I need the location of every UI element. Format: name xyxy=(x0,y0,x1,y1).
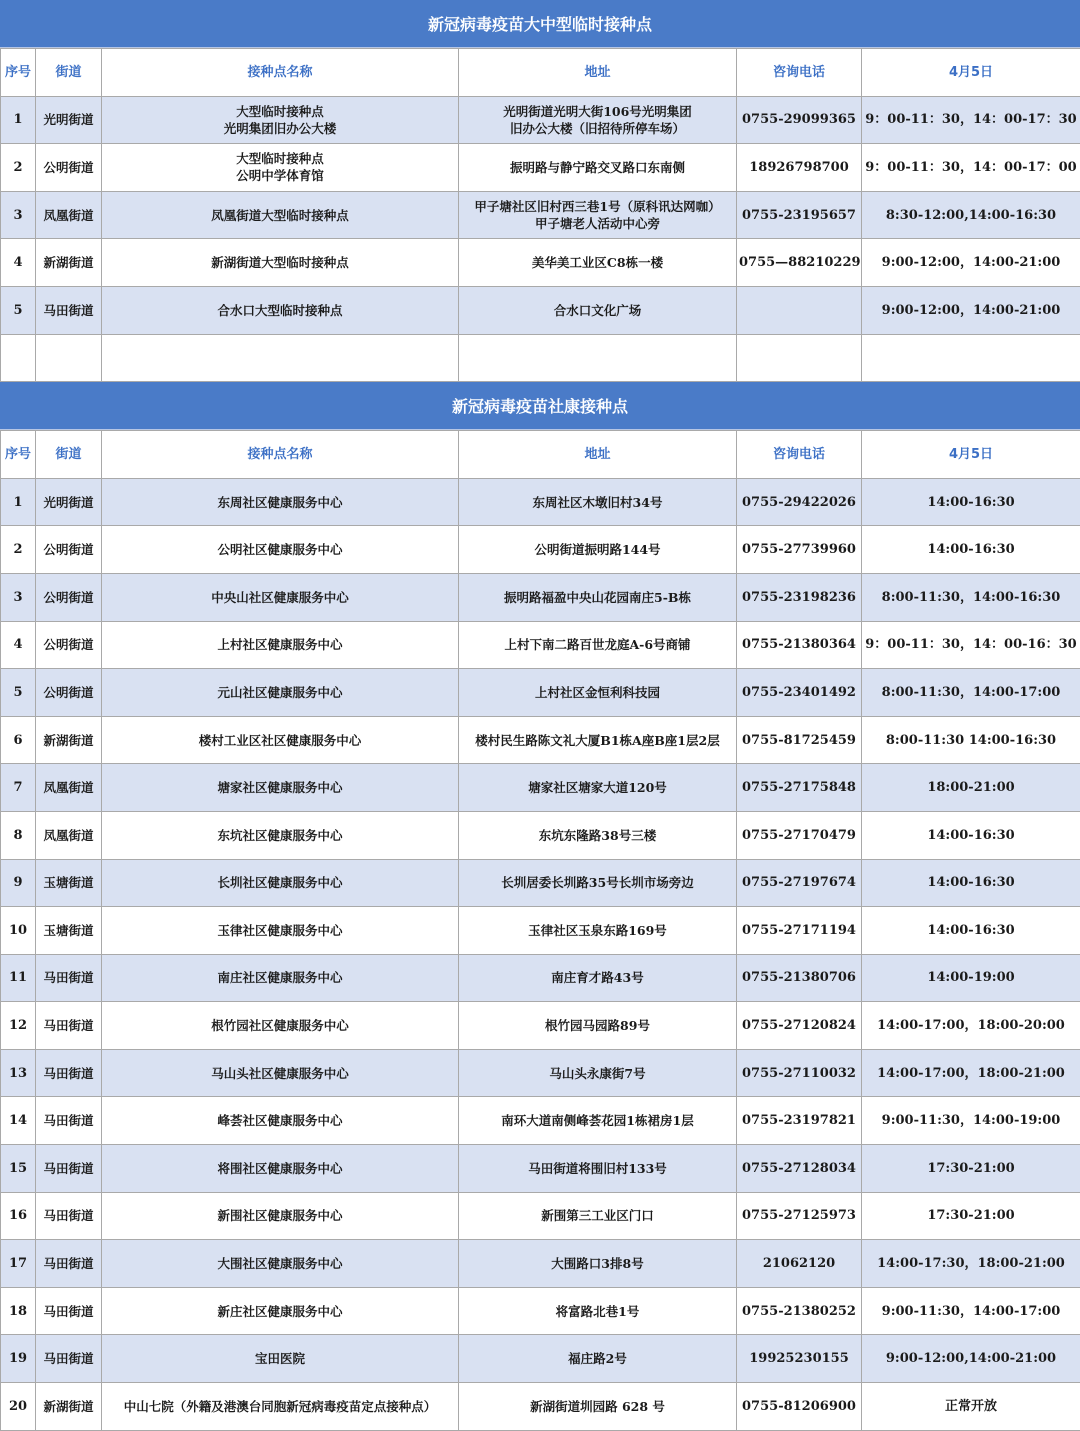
cell-hours: 9：00-11：30，14：00-17：30 xyxy=(862,96,1080,144)
cell-line: 凤凰街道大型临时接种点 xyxy=(104,207,456,224)
cell-no: 2 xyxy=(1,144,36,192)
cell-phone: 0755-29099365 xyxy=(737,96,862,144)
cell-phone: 0755-27120824 xyxy=(737,1002,862,1050)
cell-line: 大型临时接种点 xyxy=(104,103,456,120)
cell-address xyxy=(459,1335,737,1383)
cell-no: 18 xyxy=(1,1287,36,1335)
cell-hours: 9：00-11：30，14：00-16：30 xyxy=(862,621,1080,669)
cell-line: 新湖街道圳园路 628 号 xyxy=(461,1398,734,1415)
cell-phone: 0755-27170479 xyxy=(737,811,862,859)
cell-line: 峰荟社区健康服务中心 xyxy=(104,1112,456,1129)
table-row xyxy=(1,144,1080,192)
cell-line: 东坑东隆路38号三楼 xyxy=(461,827,734,844)
table-row xyxy=(1,239,1080,287)
cell-phone: 0755-27125973 xyxy=(737,1192,862,1240)
cell-line: 马山头永康街7号 xyxy=(461,1065,734,1082)
empty-cell xyxy=(862,334,1080,382)
cell-hours: 14:00-19:00 xyxy=(862,954,1080,1002)
cell-site-name xyxy=(102,1383,459,1431)
cell-phone xyxy=(737,286,862,334)
cell-hours: 14:00-16:30 xyxy=(862,907,1080,955)
cell-hours: 8:00-11:30，14:00-16:30 xyxy=(862,573,1080,621)
cell-address xyxy=(459,526,737,574)
cell-line: 根竹园社区健康服务中心 xyxy=(104,1017,456,1034)
cell-site-name xyxy=(102,478,459,526)
cell-street: 马田街道 xyxy=(36,1192,102,1240)
cell-hours: 17:30-21:00 xyxy=(862,1192,1080,1240)
cell-street: 公明街道 xyxy=(36,144,102,192)
cell-no: 6 xyxy=(1,716,36,764)
cell-line: 旧办公大楼（旧招待所停车场） xyxy=(461,120,734,137)
cell-no: 10 xyxy=(1,907,36,955)
cell-street: 公明街道 xyxy=(36,573,102,621)
cell-phone: 0755-81725459 xyxy=(737,716,862,764)
cell-street: 凤凰街道 xyxy=(36,191,102,239)
cell-line: 玉律社区健康服务中心 xyxy=(104,922,456,939)
cell-hours: 14:00-17:30，18:00-21:00 xyxy=(862,1240,1080,1288)
cell-hours: 14:00-17:00，18:00-20:00 xyxy=(862,1002,1080,1050)
table-row xyxy=(1,811,1080,859)
table-row xyxy=(1,1383,1080,1431)
cell-phone: 0755-21380706 xyxy=(737,954,862,1002)
cell-line: 东周社区木墩旧村34号 xyxy=(461,494,734,511)
cell-address xyxy=(459,573,737,621)
cell-line: 根竹园马园路89号 xyxy=(461,1017,734,1034)
cell-street: 新湖街道 xyxy=(36,1383,102,1431)
cell-site-name xyxy=(102,859,459,907)
cell-phone: 0755-23198236 xyxy=(737,573,862,621)
empty-row xyxy=(1,334,1080,382)
cell-phone: 0755-27171194 xyxy=(737,907,862,955)
cell-phone: 0755-27197674 xyxy=(737,859,862,907)
cell-no: 19 xyxy=(1,1335,36,1383)
cell-hours: 14:00-16:30 xyxy=(862,478,1080,526)
cell-street: 马田街道 xyxy=(36,1240,102,1288)
cell-street: 光明街道 xyxy=(36,96,102,144)
cell-address xyxy=(459,621,737,669)
table-row xyxy=(1,859,1080,907)
cell-hours: 正常开放 xyxy=(862,1383,1080,1431)
cell-line: 公明街道振明路144号 xyxy=(461,541,734,558)
table-row xyxy=(1,1192,1080,1240)
header-no: 序号 xyxy=(1,49,36,97)
cell-address xyxy=(459,669,737,717)
header-street: 街道 xyxy=(36,431,102,479)
cell-line: 将围社区健康服务中心 xyxy=(104,1160,456,1177)
cell-address xyxy=(459,1097,737,1145)
cell-address xyxy=(459,811,737,859)
cell-hours: 9:00-12:00，14:00-21:00 xyxy=(862,286,1080,334)
cell-phone: 0755-23197821 xyxy=(737,1097,862,1145)
cell-line: 新围第三工业区门口 xyxy=(461,1207,734,1224)
cell-site-name xyxy=(102,907,459,955)
cell-line: 福庄路2号 xyxy=(461,1350,734,1367)
cell-phone: 0755-81206900 xyxy=(737,1383,862,1431)
cell-line: 马山头社区健康服务中心 xyxy=(104,1065,456,1082)
cell-phone: 0755-27110032 xyxy=(737,1049,862,1097)
cell-site-name xyxy=(102,1240,459,1288)
cell-site-name xyxy=(102,239,459,287)
cell-line: 振明路与静宁路交叉路口东南侧 xyxy=(461,159,734,176)
cell-line: 光明街道光明大街106号光明集团 xyxy=(461,103,734,120)
cell-street: 玉塘街道 xyxy=(36,859,102,907)
cell-no: 4 xyxy=(1,621,36,669)
cell-no: 14 xyxy=(1,1097,36,1145)
table-row xyxy=(1,286,1080,334)
cell-site-name xyxy=(102,286,459,334)
cell-no: 4 xyxy=(1,239,36,287)
cell-street: 马田街道 xyxy=(36,1049,102,1097)
table-row xyxy=(1,954,1080,1002)
cell-line: 楼村民生路陈文礼大厦B1栋A座B座1层2层 xyxy=(461,732,734,749)
community-sites-body xyxy=(1,478,1080,1430)
cell-no: 11 xyxy=(1,954,36,1002)
cell-line: 新庄社区健康服务中心 xyxy=(104,1303,456,1320)
cell-no: 5 xyxy=(1,286,36,334)
cell-hours: 14:00-16:30 xyxy=(862,811,1080,859)
cell-line: 中央山社区健康服务中心 xyxy=(104,589,456,606)
cell-hours: 8:00-11:30 14:00-16:30 xyxy=(862,716,1080,764)
cell-site-name xyxy=(102,716,459,764)
table-row xyxy=(1,621,1080,669)
cell-line: 南环大道南侧峰荟花园1栋裙房1层 xyxy=(461,1112,734,1129)
cell-address xyxy=(459,1287,737,1335)
cell-address xyxy=(459,96,737,144)
cell-address xyxy=(459,286,737,334)
cell-no: 17 xyxy=(1,1240,36,1288)
cell-address xyxy=(459,716,737,764)
cell-phone: 0755—88210229 xyxy=(737,239,862,287)
cell-phone: 18926798700 xyxy=(737,144,862,192)
cell-hours: 9:00-11:30，14:00-17:00 xyxy=(862,1287,1080,1335)
cell-line: 东坑社区健康服务中心 xyxy=(104,827,456,844)
cell-address xyxy=(459,239,737,287)
cell-phone: 0755-27128034 xyxy=(737,1145,862,1193)
cell-address xyxy=(459,1240,737,1288)
cell-street: 玉塘街道 xyxy=(36,907,102,955)
cell-phone: 21062120 xyxy=(737,1240,862,1288)
cell-phone: 19925230155 xyxy=(737,1335,862,1383)
header-street: 街道 xyxy=(36,49,102,97)
cell-address xyxy=(459,859,737,907)
table-row xyxy=(1,526,1080,574)
table-row xyxy=(1,716,1080,764)
cell-hours: 8:00-11:30，14:00-17:00 xyxy=(862,669,1080,717)
header-phone: 咨询电话 xyxy=(737,49,862,97)
cell-line: 甲子塘老人活动中心旁 xyxy=(461,215,734,232)
cell-address xyxy=(459,1145,737,1193)
table-row xyxy=(1,764,1080,812)
cell-address xyxy=(459,191,737,239)
cell-line: 南庄育才路43号 xyxy=(461,969,734,986)
table-row xyxy=(1,573,1080,621)
cell-no: 20 xyxy=(1,1383,36,1431)
cell-line: 楼村工业区社区健康服务中心 xyxy=(104,732,456,749)
header-no: 序号 xyxy=(1,431,36,479)
cell-site-name xyxy=(102,954,459,1002)
cell-hours: 14:00-16:30 xyxy=(862,859,1080,907)
cell-site-name xyxy=(102,573,459,621)
cell-address xyxy=(459,907,737,955)
cell-address xyxy=(459,1049,737,1097)
cell-street: 新湖街道 xyxy=(36,716,102,764)
cell-hours: 18:00-21:00 xyxy=(862,764,1080,812)
cell-phone: 0755-21380364 xyxy=(737,621,862,669)
cell-site-name xyxy=(102,669,459,717)
cell-line: 公明社区健康服务中心 xyxy=(104,541,456,558)
cell-site-name xyxy=(102,1002,459,1050)
cell-address xyxy=(459,1383,737,1431)
cell-phone: 0755-27175848 xyxy=(737,764,862,812)
table-header-row xyxy=(1,49,1080,97)
cell-site-name xyxy=(102,1049,459,1097)
cell-hours: 14:00-17:00，18:00-21:00 xyxy=(862,1049,1080,1097)
cell-site-name xyxy=(102,1192,459,1240)
cell-hours: 14:00-16:30 xyxy=(862,526,1080,574)
cell-line: 甲子塘社区旧村西三巷1号（原科讯达网咖） xyxy=(461,198,734,215)
header-date: 4月5日 xyxy=(862,49,1080,97)
cell-line: 马田街道将围旧村133号 xyxy=(461,1160,734,1177)
table-row xyxy=(1,191,1080,239)
cell-line: 新围社区健康服务中心 xyxy=(104,1207,456,1224)
table-header-row xyxy=(1,431,1080,479)
large-sites-table xyxy=(0,48,1080,382)
empty-cell xyxy=(102,334,459,382)
cell-line: 大型临时接种点 xyxy=(104,150,456,167)
cell-no: 16 xyxy=(1,1192,36,1240)
cell-no: 13 xyxy=(1,1049,36,1097)
cell-street: 马田街道 xyxy=(36,954,102,1002)
cell-no: 9 xyxy=(1,859,36,907)
cell-no: 8 xyxy=(1,811,36,859)
cell-line: 塘家社区塘家大道120号 xyxy=(461,779,734,796)
cell-street: 马田街道 xyxy=(36,286,102,334)
table-row xyxy=(1,1097,1080,1145)
cell-line: 上村下南二路百世龙庭A-6号商铺 xyxy=(461,636,734,653)
empty-cell xyxy=(737,334,862,382)
cell-line: 振明路福盈中央山花园南庄5-B栋 xyxy=(461,589,734,606)
cell-street: 公明街道 xyxy=(36,526,102,574)
cell-site-name xyxy=(102,191,459,239)
table-row xyxy=(1,1145,1080,1193)
cell-line: 塘家社区健康服务中心 xyxy=(104,779,456,796)
cell-no: 7 xyxy=(1,764,36,812)
cell-line: 中山七院（外籍及港澳台同胞新冠病毒疫苗定点接种点） xyxy=(104,1398,456,1415)
cell-site-name xyxy=(102,1335,459,1383)
header-site-name: 接种点名称 xyxy=(102,49,459,97)
cell-line: 长圳居委长圳路35号长圳市场旁边 xyxy=(461,874,734,891)
table-row xyxy=(1,669,1080,717)
table-row xyxy=(1,1335,1080,1383)
cell-line: 上村社区健康服务中心 xyxy=(104,636,456,653)
section-title-large-sites: 新冠病毒疫苗大中型临时接种点 xyxy=(0,0,1080,48)
cell-line: 大围社区健康服务中心 xyxy=(104,1255,456,1272)
cell-line: 东周社区健康服务中心 xyxy=(104,494,456,511)
cell-address xyxy=(459,954,737,1002)
cell-line: 元山社区健康服务中心 xyxy=(104,684,456,701)
cell-address xyxy=(459,1002,737,1050)
header-date: 4月5日 xyxy=(862,431,1080,479)
header-phone: 咨询电话 xyxy=(737,431,862,479)
cell-site-name xyxy=(102,144,459,192)
table-row xyxy=(1,96,1080,144)
cell-line: 公明中学体育馆 xyxy=(104,167,456,184)
cell-street: 马田街道 xyxy=(36,1097,102,1145)
cell-line: 玉律社区玉泉东路169号 xyxy=(461,922,734,939)
cell-street: 公明街道 xyxy=(36,621,102,669)
cell-street: 凤凰街道 xyxy=(36,764,102,812)
cell-site-name xyxy=(102,1287,459,1335)
cell-phone: 0755-23195657 xyxy=(737,191,862,239)
cell-hours: 9:00-12:00，14:00-21:00 xyxy=(862,239,1080,287)
cell-line: 大围路口3排8号 xyxy=(461,1255,734,1272)
cell-street: 马田街道 xyxy=(36,1335,102,1383)
cell-site-name xyxy=(102,811,459,859)
cell-hours: 17:30-21:00 xyxy=(862,1145,1080,1193)
cell-address xyxy=(459,764,737,812)
large-sites-body xyxy=(1,96,1080,382)
table-row xyxy=(1,1049,1080,1097)
cell-line: 长圳社区健康服务中心 xyxy=(104,874,456,891)
cell-line: 新湖街道大型临时接种点 xyxy=(104,254,456,271)
cell-site-name xyxy=(102,96,459,144)
cell-hours: 8:30-12:00,14:00-16:30 xyxy=(862,191,1080,239)
cell-line: 上村社区金恒利科技园 xyxy=(461,684,734,701)
cell-street: 公明街道 xyxy=(36,669,102,717)
cell-no: 3 xyxy=(1,191,36,239)
cell-phone: 0755-21380252 xyxy=(737,1287,862,1335)
header-address: 地址 xyxy=(459,431,737,479)
empty-cell xyxy=(36,334,102,382)
cell-street: 凤凰街道 xyxy=(36,811,102,859)
table-row xyxy=(1,1287,1080,1335)
community-sites-table xyxy=(0,430,1080,1430)
cell-no: 1 xyxy=(1,96,36,144)
cell-line: 南庄社区健康服务中心 xyxy=(104,969,456,986)
cell-no: 5 xyxy=(1,669,36,717)
header-address: 地址 xyxy=(459,49,737,97)
cell-line: 宝田医院 xyxy=(104,1350,456,1367)
table-row xyxy=(1,907,1080,955)
cell-no: 2 xyxy=(1,526,36,574)
cell-hours: 9:00-12:00,14:00-21:00 xyxy=(862,1335,1080,1383)
table-row xyxy=(1,478,1080,526)
table-row xyxy=(1,1240,1080,1288)
cell-address xyxy=(459,1192,737,1240)
cell-address xyxy=(459,478,737,526)
cell-line: 美华美工业区C8栋一楼 xyxy=(461,254,734,271)
cell-line: 合水口文化广场 xyxy=(461,302,734,319)
cell-no: 12 xyxy=(1,1002,36,1050)
cell-phone: 0755-27739960 xyxy=(737,526,862,574)
header-site-name: 接种点名称 xyxy=(102,431,459,479)
cell-hours: 9:00-11:30，14:00-19:00 xyxy=(862,1097,1080,1145)
cell-line: 将富路北巷1号 xyxy=(461,1303,734,1320)
cell-line: 光明集团旧办公大楼 xyxy=(104,120,456,137)
cell-hours: 9：00-11：30，14：00-17：00 xyxy=(862,144,1080,192)
cell-no: 3 xyxy=(1,573,36,621)
cell-street: 马田街道 xyxy=(36,1002,102,1050)
cell-address xyxy=(459,144,737,192)
cell-street: 马田街道 xyxy=(36,1287,102,1335)
table-row xyxy=(1,1002,1080,1050)
cell-site-name xyxy=(102,1145,459,1193)
cell-site-name xyxy=(102,621,459,669)
empty-cell xyxy=(459,334,737,382)
cell-street: 马田街道 xyxy=(36,1145,102,1193)
cell-street: 新湖街道 xyxy=(36,239,102,287)
cell-street: 光明街道 xyxy=(36,478,102,526)
cell-no: 15 xyxy=(1,1145,36,1193)
cell-site-name xyxy=(102,764,459,812)
section-title-community-sites: 新冠病毒疫苗社康接种点 xyxy=(0,382,1080,430)
cell-line: 合水口大型临时接种点 xyxy=(104,302,456,319)
cell-no: 1 xyxy=(1,478,36,526)
cell-phone: 0755-29422026 xyxy=(737,478,862,526)
cell-site-name xyxy=(102,526,459,574)
cell-phone: 0755-23401492 xyxy=(737,669,862,717)
empty-cell xyxy=(1,334,36,382)
cell-site-name xyxy=(102,1097,459,1145)
